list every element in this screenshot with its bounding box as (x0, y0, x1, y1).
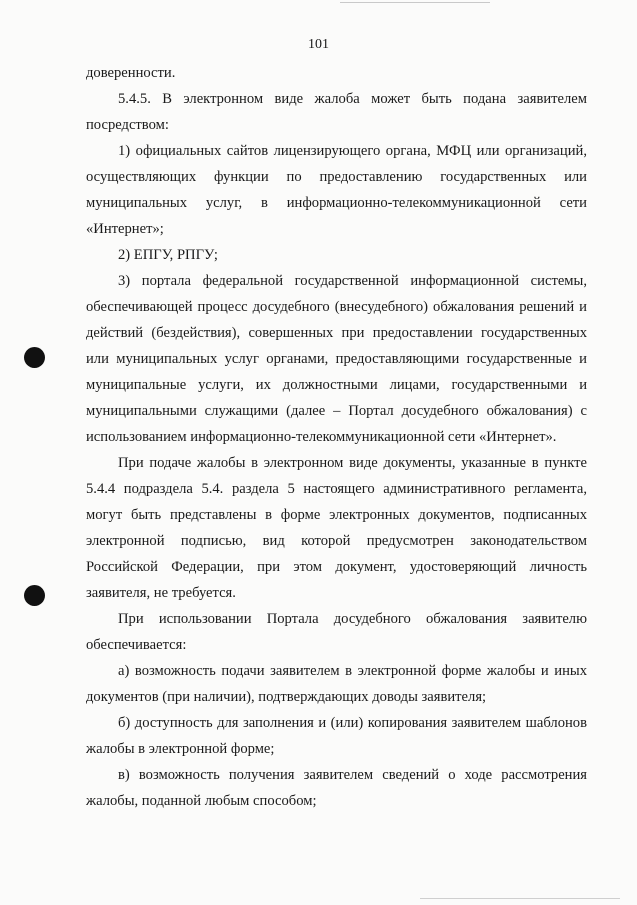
paragraph-portal-usage: При использовании Портала досудебного обжалования заявителю обеспечивается: (86, 611, 587, 653)
list-item-3: 3) портала федеральной государственной информационной системы, обеспечивающей процесс досудебного (внесудебного) обжалования решений и действий (бездействия), совершенных при предоставлении государственных или муниципальных услуг органами, предоставляющими государственные и муниципальные услуги, их должностными лицами, государственными и муниципальными служащими (далее – Портал досудебного обжалования) с использованием информационно-телекоммуникационной сети «Интернет». (86, 273, 587, 445)
page-number: 101 (308, 37, 329, 52)
list-item-b: б) доступность для заполнения и (или) копирования заявителем шаблонов жалобы в электронной форме; (86, 715, 587, 757)
list-item-2: 2) ЕПГУ, РПГУ; (118, 247, 218, 263)
document-body (86, 60, 587, 814)
scan-edge-line-bottom (420, 898, 620, 899)
punch-hole-top (24, 347, 45, 368)
list-item-a: а) возможность подачи заявителем в электронной форме жалобы и иных документов (при наличии), подтверждающих доводы заявителя; (86, 663, 587, 705)
list-item-1: 1) официальных сайтов лицензирующего органа, МФЦ или организаций, осуществляющих функции по предоставлению государственных или муниципальных услуг, в информационно-телекоммуникационной сети «Интернет»; (86, 143, 587, 237)
paragraph-continuation: доверенности. (86, 65, 176, 81)
list-item-v: в) возможность получения заявителем сведений о ходе рассмотрения жалобы, поданной любым способом; (86, 767, 587, 809)
scan-edge-line-top (340, 2, 490, 3)
paragraph-5-4-5: 5.4.5. В электронном виде жалоба может быть подана заявителем посредством: (86, 91, 587, 133)
punch-hole-bottom (24, 585, 45, 606)
paragraph-electronic-documents: При подаче жалобы в электронном виде документы, указанные в пункте 5.4.4 подраздела 5.4. раздела 5 настоящего административного регламента, могут быть представлены в форме электронных документов, подписанных электронной подписью, вид которой предусмотрен законодательством Российской Федерации, при этом документ, удостоверяющий личность заявителя, не требуется. (86, 455, 587, 601)
